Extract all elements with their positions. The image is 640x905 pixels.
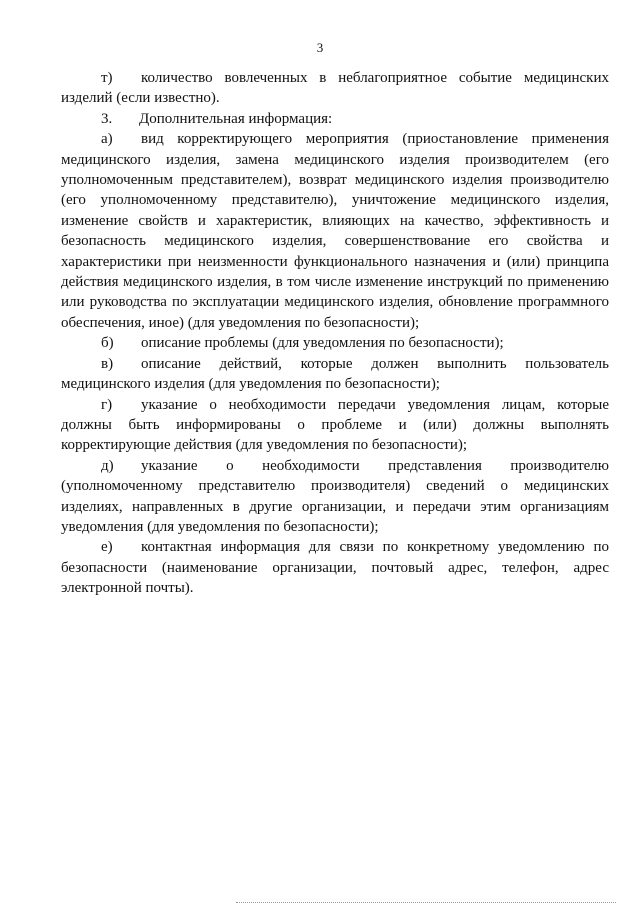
section-number: 3. [101,110,113,127]
paragraph-marker: в) [101,355,114,372]
paragraph-marker: д) [101,457,114,474]
paragraph-marker: е) [101,539,113,556]
page-number: 3 [316,40,324,55]
paragraph-text: указание о необходимости передачи уведомления лицам, которые должны быть информированы о проблеме и (или) должны выполнять корректирующие действия (для уведомления по безопасности); [61,396,609,454]
paragraph-b [61,333,609,353]
section-heading-3 [61,109,609,129]
paragraph-text: вид корректирующего мероприятия (приостановление применения медицинского изделия, замена медицинского изделия производителем (его уполномоченным представителем), возврат медицинского изделия производителю (его уполномоченному представителю), уничтожение медицинского изделия, изменение свойств и характеристик, влияющих на качество, эффективность и безопасность медицинского изделия, совершенствование его свойства и характеристики при неизменности функционального назначения и (или) принципа действия медицинского изделия, в том числе изменение инструкций по применению или руководства по эксплуатации медицинского изделия, обновление программного обеспечения, иное) (для уведомления по безопасности); [61,131,609,331]
paragraph-text: описание проблемы (для уведомления по безопасности); [141,335,504,352]
paragraph-text: контактная информация для связи по конкретному уведомлению по безопасности (наименование организации, почтовый адрес, телефон, адрес электронной почты). [61,539,609,597]
paragraph-t [61,68,609,109]
paragraph-marker: а) [101,131,113,148]
paragraph-a [61,129,609,333]
document-body [61,68,609,599]
paragraph-marker: т) [101,70,113,86]
paragraph-text: описание действий, которые должен выполнить пользователь медицинского изделия (для уведомления по безопасности); [61,355,609,393]
paragraph-d [61,456,609,538]
paragraph-text: количество вовлеченных в неблагоприятное событие медицинских изделий (если известно). [61,70,609,107]
scan-edge-mark [236,901,616,903]
paragraph-marker: г) [101,396,113,413]
paragraph-e [61,537,609,598]
paragraph-text: указание о необходимости представления производителю (уполномоченному представителю производителя) сведений о медицинских изделиях, направленных в другие организации, и передачи этим организациям уведомления (для уведомления по безопасности); [61,457,609,535]
paragraph-v [61,354,609,395]
section-title: Дополнительная информация: [139,110,333,127]
paragraph-marker: б) [101,335,114,352]
paragraph-g [61,395,609,456]
